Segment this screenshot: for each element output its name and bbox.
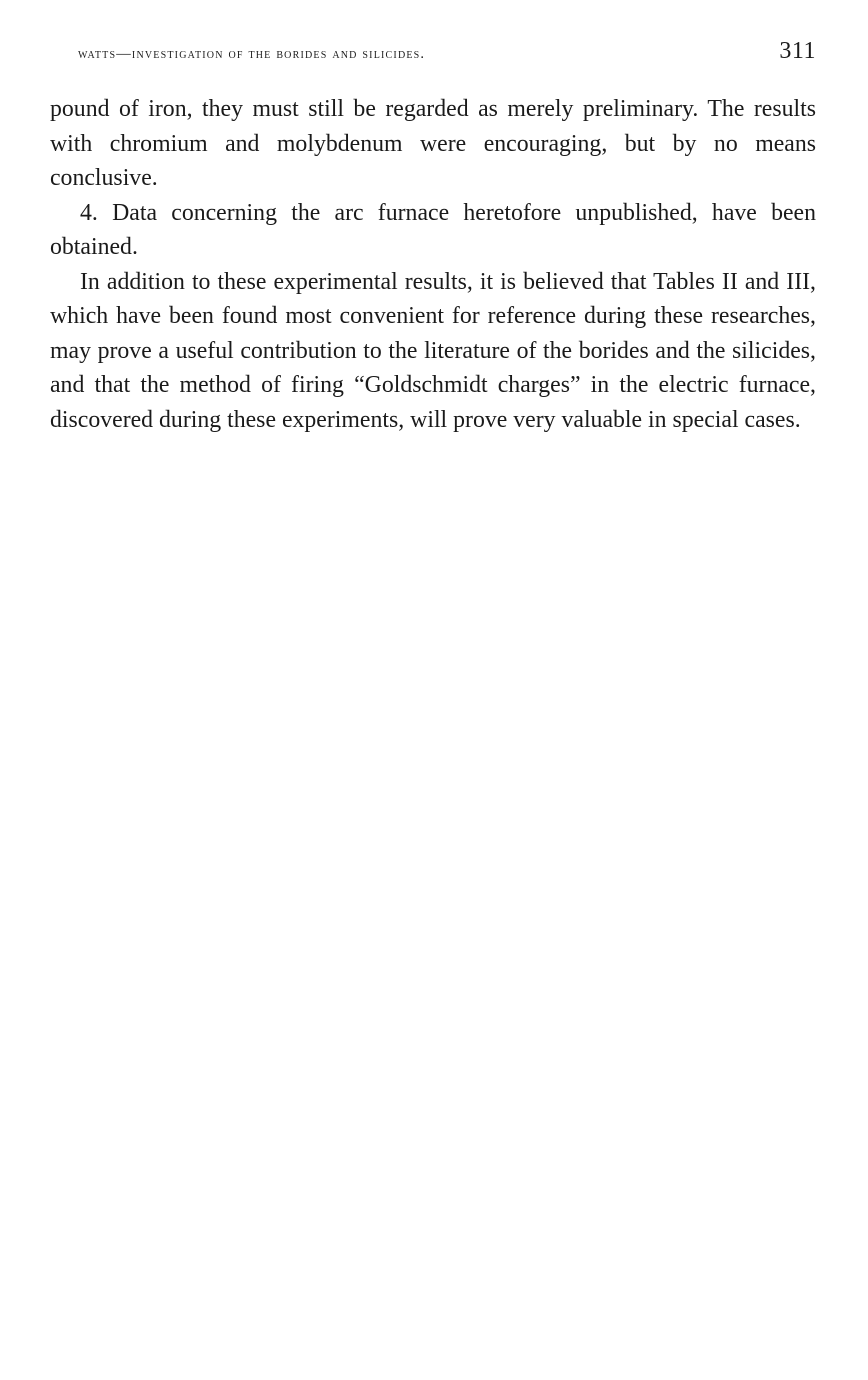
running-title: watts—investigation of the borides and silicides.	[78, 46, 426, 62]
document-page	[50, 0, 816, 1380]
page-number: 311	[779, 38, 816, 64]
paragraph-continuation: pound of iron, they must still be regarded as merely preliminary. The results with chromium and molybdenum were encouraging, but by no means conclusive.	[50, 96, 816, 191]
body-text	[50, 92, 816, 437]
paragraph-item-4: 4. Data concerning the arc furnace heretofore unpublished, have been obtained.	[50, 199, 816, 260]
paragraph-conclusion: In addition to these experimental results, it is believed that Tables II and III, which have been found most convenient for reference during these researches, may prove a useful contribution to the literature of the borides and the silicides, and that the method of firing “Goldschmidt charges” in the electric furnace, discovered during these experiments, will prove very valuable in special cases.	[50, 268, 816, 433]
running-head	[78, 38, 816, 66]
